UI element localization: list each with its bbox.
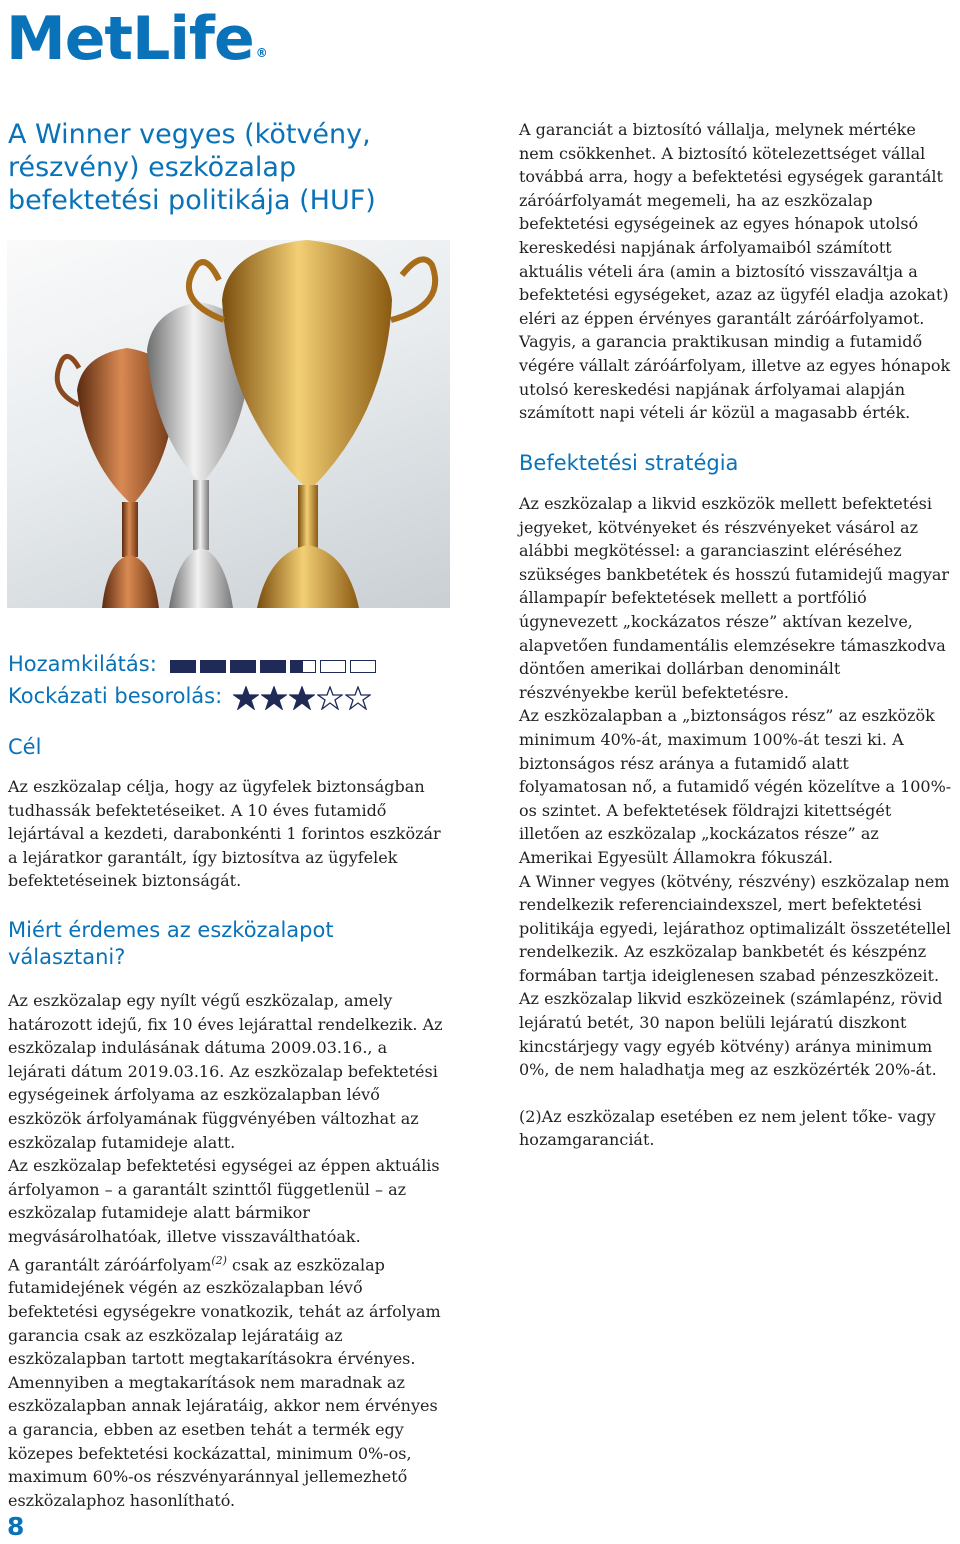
filled-star-icon [233, 686, 259, 710]
why-heading: Miért érdemes az eszközalapot választani? [8, 918, 334, 969]
footnote: (2)Az eszközalap esetében ez nem jelent tőke- vagy hozamgaranciát. [519, 1106, 936, 1150]
trophy-illustration [7, 240, 450, 608]
page-number: 8 [7, 1512, 25, 1541]
guarantee-section [519, 118, 953, 425]
why-paragraph-1: Az eszközalap egy nyílt végű eszközalap, amely határozott idejű, fix 10 éves lejárattal rendelkezik. Az eszközalap indulásának dátuma 2009.03.16., a lejárati dátum 2019.03.16. Az eszközalap befektetési egységeinek árfolyama az eszközalapban lévő eszközök árfolyamának függvényében változhat az eszközalap futamideje alatt. [8, 991, 443, 1152]
guarantee-paragraph-1: A garanciát a biztosító vállalja, melynek mértéke nem csökkenhet. A biztosító kötelezettséget vállal továbbá arra, hogy a befektetési egységek garantált záróárfolyamát megemeli, ha az eszközalap befektetési egységeinek az egyes hónapok utolsó kereskedési napjának árfolyamaiból számított aktuális vételi ára (amin a biztosító visszaváltja a befektetési egységeket, azaz az ügyfél eladja azokat) eléri az éppen érvényes garantált záróárfolyamot. [519, 120, 949, 328]
goal-text: Az eszközalap célja, hogy az ügyfelek biztonságban tudhassák befektetéseiket. A 10 éves futamidő lejártával a kezdeti, darabonkénti 1 forintos eszközár a lejáratkor garantált, így biztosítva az ügyfelek befektetéseinek biztonságát. [8, 777, 441, 891]
empty-star-icon [345, 686, 371, 710]
strategy-paragraph-3: A Winner vegyes (kötvény, részvény) eszközalap nem rendelkezik referenciaindexszel, mert befektetési politikája egyedi, lejárathoz optimalizált összetétellel rendelkezik. Az eszközalap bankbetét és készpénz formában tartja ideiglenesen szabad pénzeszközeit. Az eszközalap likvid eszközeinek (számlapénz, rövid lejáratú betét, 30 napon belüli lejáratú diszkont kincstárjegy vagy egyéb kötvény) aránya minimum 0%, de nem haladhatja meg az eszközérték 20%-át. [519, 871, 951, 1080]
empty-star-icon [317, 686, 343, 710]
return-outlook-label: Hozamkilátás: [8, 652, 157, 676]
strategy-paragraph-1: Az eszközalap a likvid eszközök mellett befektetési jegyeket, kötvényeket és részvényeket vásárol az alábbi megkötéssel: a garanciaszint eléréséhez szükséges bankbetétek és hosszú futamidejű magyar állampapír befektetések mellett a portfólió úgynevezett „kockázatos része” aktívan kezelve, alapvetően fundamentális elemzésekre támaszkodva döntően amerikai dollárban denominált részvényekbe kerül befektetésre. [519, 494, 950, 702]
strategy-heading: Befektetési stratégia [519, 451, 739, 475]
strategy-paragraph-2: Az eszközalapban a „biztonságos rész” az eszközök minimum 40%-át, maximum 100%-át teszi ki. A biztonságos rész aránya a futamidő alatt folyamatosan nő, a futamidő végén közelítve a 100%-os szintet. A befektetések földrajzi kitettségét illetően az eszközalap „kockázatos része” az Amerikai Egyesült Államokra fókuszál. [519, 706, 952, 867]
why-paragraph-2: Az eszközalap befektetési egységei az éppen aktuális árfolyamon – a garantált szinttől függetlenül – az eszközalap futamideje alatt bármikor megvásárolhatóak, illetve visszaválthatóak. [8, 1156, 440, 1246]
why-paragraph-3: A garantált záróárfolyam$^{(2)}$ csak az eszközalap futamidejének végén az eszközalapban lévő befektetési egységekre vonatkozik, tehát az árfolyam garancia csak az eszközalap lejáratáig az eszközalapban tartott megtakarításokra érvényes. [8, 1253, 441, 1369]
return-outlook-box [200, 660, 226, 673]
return-outlook-scale [170, 651, 380, 679]
return-outlook-box [230, 660, 256, 673]
risk-rating-stars [233, 683, 373, 711]
return-outlook-box [260, 660, 286, 673]
guarantee-paragraph-2: Vagyis, a garancia praktikusan mindig a futamidő végére vállalt záróárfolyam, illetve az egyes hónapok utolsó kereskedési napjának árfolyamai alapján számított napi vételi ár közül a magasabb érték. [519, 332, 951, 423]
return-outlook-box [170, 660, 196, 673]
trophy-cups-image [7, 240, 450, 608]
return-outlook-box [320, 660, 346, 673]
filled-star-icon [261, 686, 287, 710]
risk-rating-label: Kockázati besorolás: [8, 684, 223, 708]
goal-section [8, 734, 448, 893]
why-section [8, 917, 448, 1512]
metlife-logo: MetLife ® [6, 4, 267, 74]
strategy-section [519, 450, 953, 1152]
page-title: A Winner vegyes (kötvény, részvény) eszközalap befektetési politikája (HUF) [8, 119, 376, 216]
return-outlook-box [350, 660, 376, 673]
return-outlook [8, 650, 380, 679]
why-paragraph-4: Amennyiben a megtakarítások nem maradnak az eszközalapban annak lejáratáig, akkor nem érvényes a garancia, ebben az esetben tehát a termék egy közepes befektetési kockázattal, minimum 0%-os, maximum 60%-os részvényaránnyal jellemezhető eszközalaphoz hasonlítható. [8, 1372, 438, 1510]
risk-rating [8, 682, 373, 711]
return-outlook-box [290, 660, 316, 673]
goal-heading: Cél [8, 735, 42, 759]
filled-star-icon [289, 686, 315, 710]
